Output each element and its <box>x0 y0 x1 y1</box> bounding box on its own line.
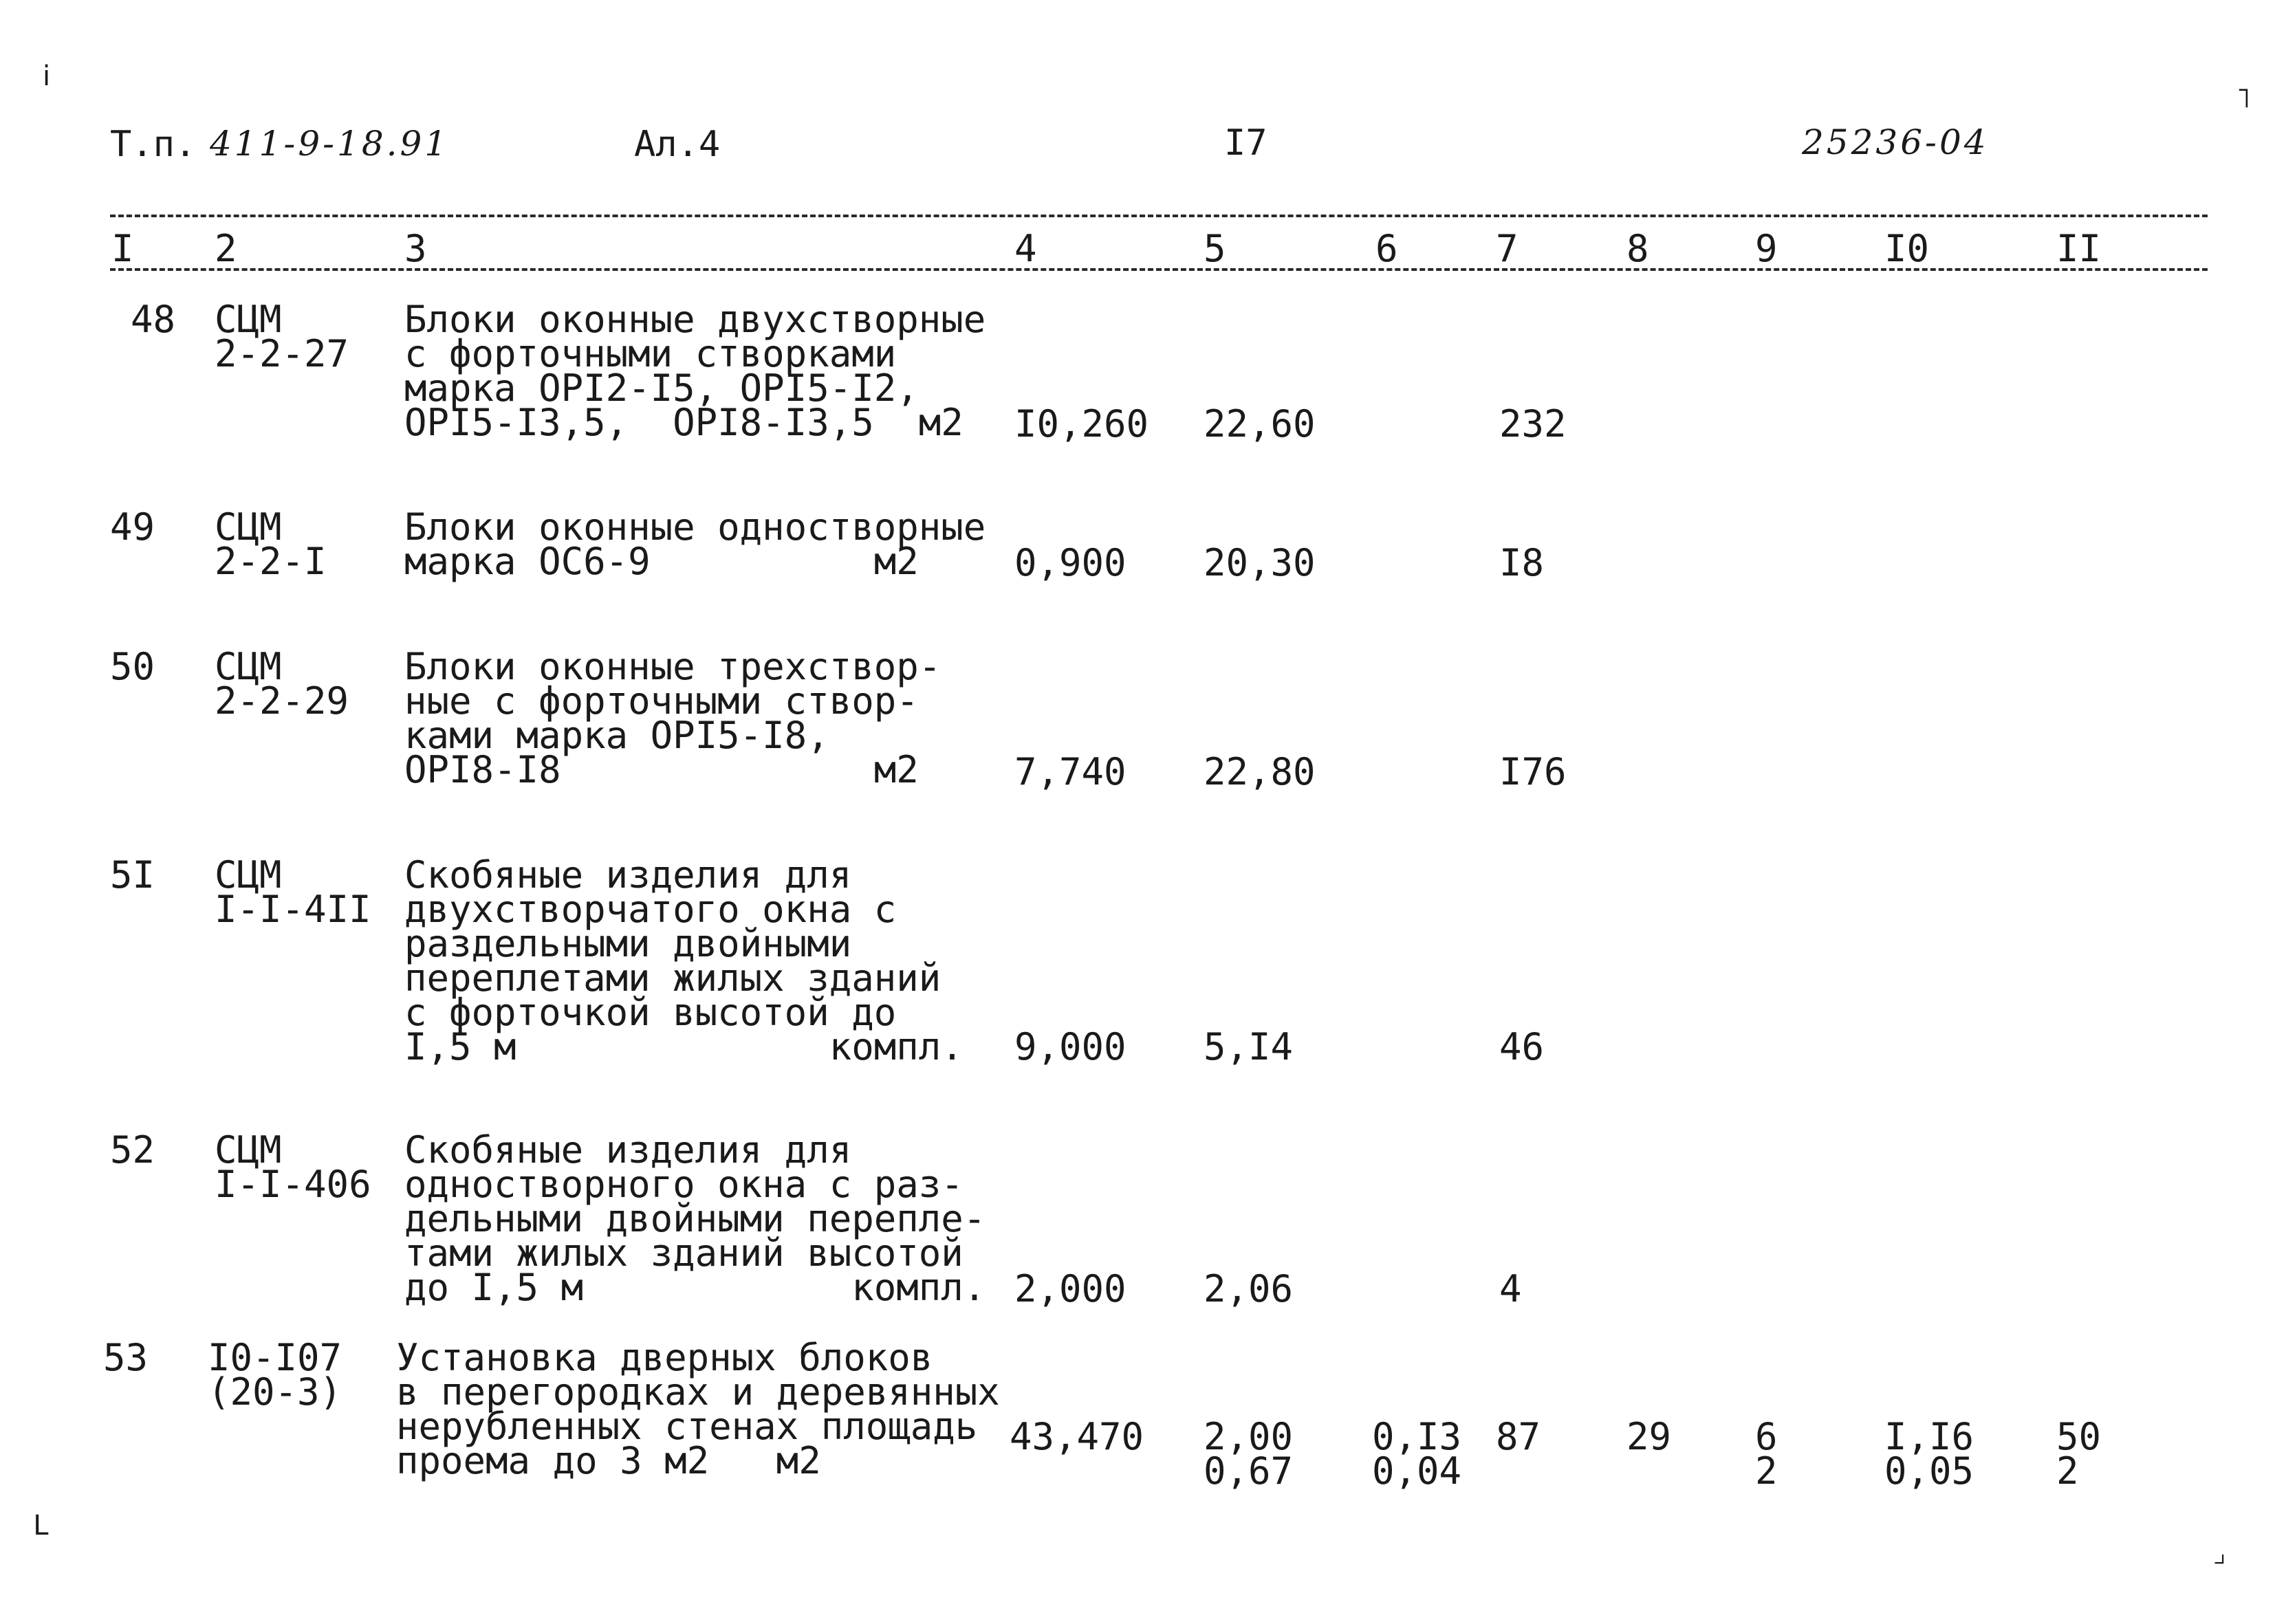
series-prefix: Т.п. <box>110 124 197 165</box>
item-description: проема до 3 м2 м2 <box>396 1439 821 1482</box>
column-8-value: 29 <box>1626 1415 1672 1458</box>
row-number: 49 <box>110 505 155 549</box>
column-number: I <box>111 227 134 270</box>
total-cost: 46 <box>1499 1025 1545 1068</box>
column-11-value: 50 <box>2056 1415 2102 1458</box>
table-header-rule <box>110 268 2208 271</box>
column-9-value-secondary: 2 <box>1755 1449 1778 1493</box>
item-description: ОРI5-I3,5, ОРI8-I3,5 м2 <box>404 401 964 444</box>
album-label: Ал.4 <box>634 124 721 165</box>
item-description: до I,5 м компл. <box>404 1266 986 1309</box>
item-description: с форточными створками <box>404 332 897 375</box>
norm-code: СЦМ <box>215 505 282 549</box>
item-description: раздельными двойными <box>404 922 852 965</box>
quantity: 7,740 <box>1014 750 1126 793</box>
norm-code: СЦМ <box>215 853 282 897</box>
item-description: одностворного окна с раз- <box>404 1163 964 1206</box>
item-description: Установка дверных блоков <box>396 1336 933 1379</box>
column-number: 6 <box>1375 227 1398 270</box>
quantity: 0,900 <box>1014 541 1126 584</box>
row-number: 48 <box>131 298 176 341</box>
item-description: нерубленных стенах площадь <box>396 1405 978 1448</box>
item-description: Блоки оконные одностворные <box>404 505 986 549</box>
unit-cost-secondary: 0,67 <box>1204 1449 1294 1493</box>
unit-cost: 22,80 <box>1204 750 1316 793</box>
total-cost: 87 <box>1496 1415 1541 1458</box>
norm-code: I-I-4II <box>215 888 371 931</box>
norm-code: I-I-406 <box>215 1163 371 1206</box>
scan-corner-mark: L <box>33 1510 50 1541</box>
column-9-value: 6 <box>1755 1415 1778 1458</box>
item-description: с форточкой высотой до <box>404 991 897 1034</box>
norm-code: 2-2-27 <box>215 332 349 375</box>
item-description: Скобяные изделия для <box>404 1128 852 1172</box>
norm-code: СЦМ <box>215 1128 282 1172</box>
item-description: Блоки оконные двухстворные <box>404 298 986 341</box>
row-number: 53 <box>103 1336 149 1379</box>
column-10-value: I,I6 <box>1884 1415 1974 1458</box>
item-description: марка ОРI2-I5, ОРI5-I2, <box>404 366 919 410</box>
column-number: 8 <box>1626 227 1649 270</box>
item-description: Скобяные изделия для <box>404 853 852 897</box>
item-description: в перегородках и деревянных <box>396 1370 1000 1414</box>
column-11-value-secondary: 2 <box>2056 1449 2079 1493</box>
page-number: I7 <box>1224 122 1267 164</box>
item-description: I,5 м компл. <box>404 1025 964 1068</box>
row-number: 50 <box>110 645 155 688</box>
scan-corner-mark: ˥ <box>2235 83 2252 114</box>
row-number: 5I <box>110 853 155 897</box>
total-cost: 4 <box>1499 1267 1522 1310</box>
quantity: 2,000 <box>1014 1267 1126 1310</box>
column-number: 4 <box>1014 227 1037 270</box>
column-number: 5 <box>1204 227 1226 270</box>
column-10-value-secondary: 0,05 <box>1884 1449 1974 1493</box>
item-description: ные с форточными створ- <box>404 679 919 723</box>
item-description: дельными двойными перепле- <box>404 1197 986 1240</box>
unit-cost: 5,I4 <box>1204 1025 1294 1068</box>
column-number: 7 <box>1496 227 1519 270</box>
norm-code: 2-2-29 <box>215 679 349 723</box>
column-number: 3 <box>404 227 427 270</box>
quantity: I0,260 <box>1014 402 1149 446</box>
norm-code: (20-3) <box>208 1370 342 1414</box>
column-6-value: 0,I3 <box>1372 1415 1462 1458</box>
unit-cost: 2,06 <box>1204 1267 1294 1310</box>
item-description: Блоки оконные трехствор- <box>404 645 941 688</box>
scan-corner-mark: ⅰ <box>43 61 51 92</box>
unit-cost: 2,00 <box>1204 1415 1294 1458</box>
total-cost: I76 <box>1499 750 1567 793</box>
item-description: двухстворчатого окна с <box>404 888 897 931</box>
doc-code-handwritten: 25236-04 <box>1802 122 1989 162</box>
item-description: переплетами жилых зданий <box>404 956 941 1000</box>
norm-code: СЦМ <box>215 645 282 688</box>
table-top-rule <box>110 215 2208 217</box>
item-description: ками марка ОРI5-I8, <box>404 714 829 757</box>
total-cost: I8 <box>1499 541 1545 584</box>
norm-code: СЦМ <box>215 298 282 341</box>
unit-cost: 20,30 <box>1204 541 1316 584</box>
series-number-handwritten: 411-9-18.91 <box>210 124 450 164</box>
norm-code: I0-I07 <box>208 1336 342 1379</box>
row-number: 52 <box>110 1128 155 1172</box>
item-description: тами жилых зданий высотой <box>404 1231 964 1275</box>
total-cost: 232 <box>1499 402 1567 446</box>
column-number: 2 <box>215 227 237 270</box>
item-description: ОРI8-I8 м2 <box>404 748 919 791</box>
column-6-value-secondary: 0,04 <box>1372 1449 1462 1493</box>
column-number: II <box>2056 227 2102 270</box>
norm-code: 2-2-I <box>215 540 327 583</box>
quantity: 9,000 <box>1014 1025 1126 1068</box>
item-description: марка ОС6-9 м2 <box>404 540 919 583</box>
scan-corner-mark: ⌟ <box>2211 1537 2228 1569</box>
quantity: 43,470 <box>1010 1415 1144 1458</box>
column-number: I0 <box>1884 227 1930 270</box>
column-number: 9 <box>1755 227 1778 270</box>
unit-cost: 22,60 <box>1204 402 1316 446</box>
